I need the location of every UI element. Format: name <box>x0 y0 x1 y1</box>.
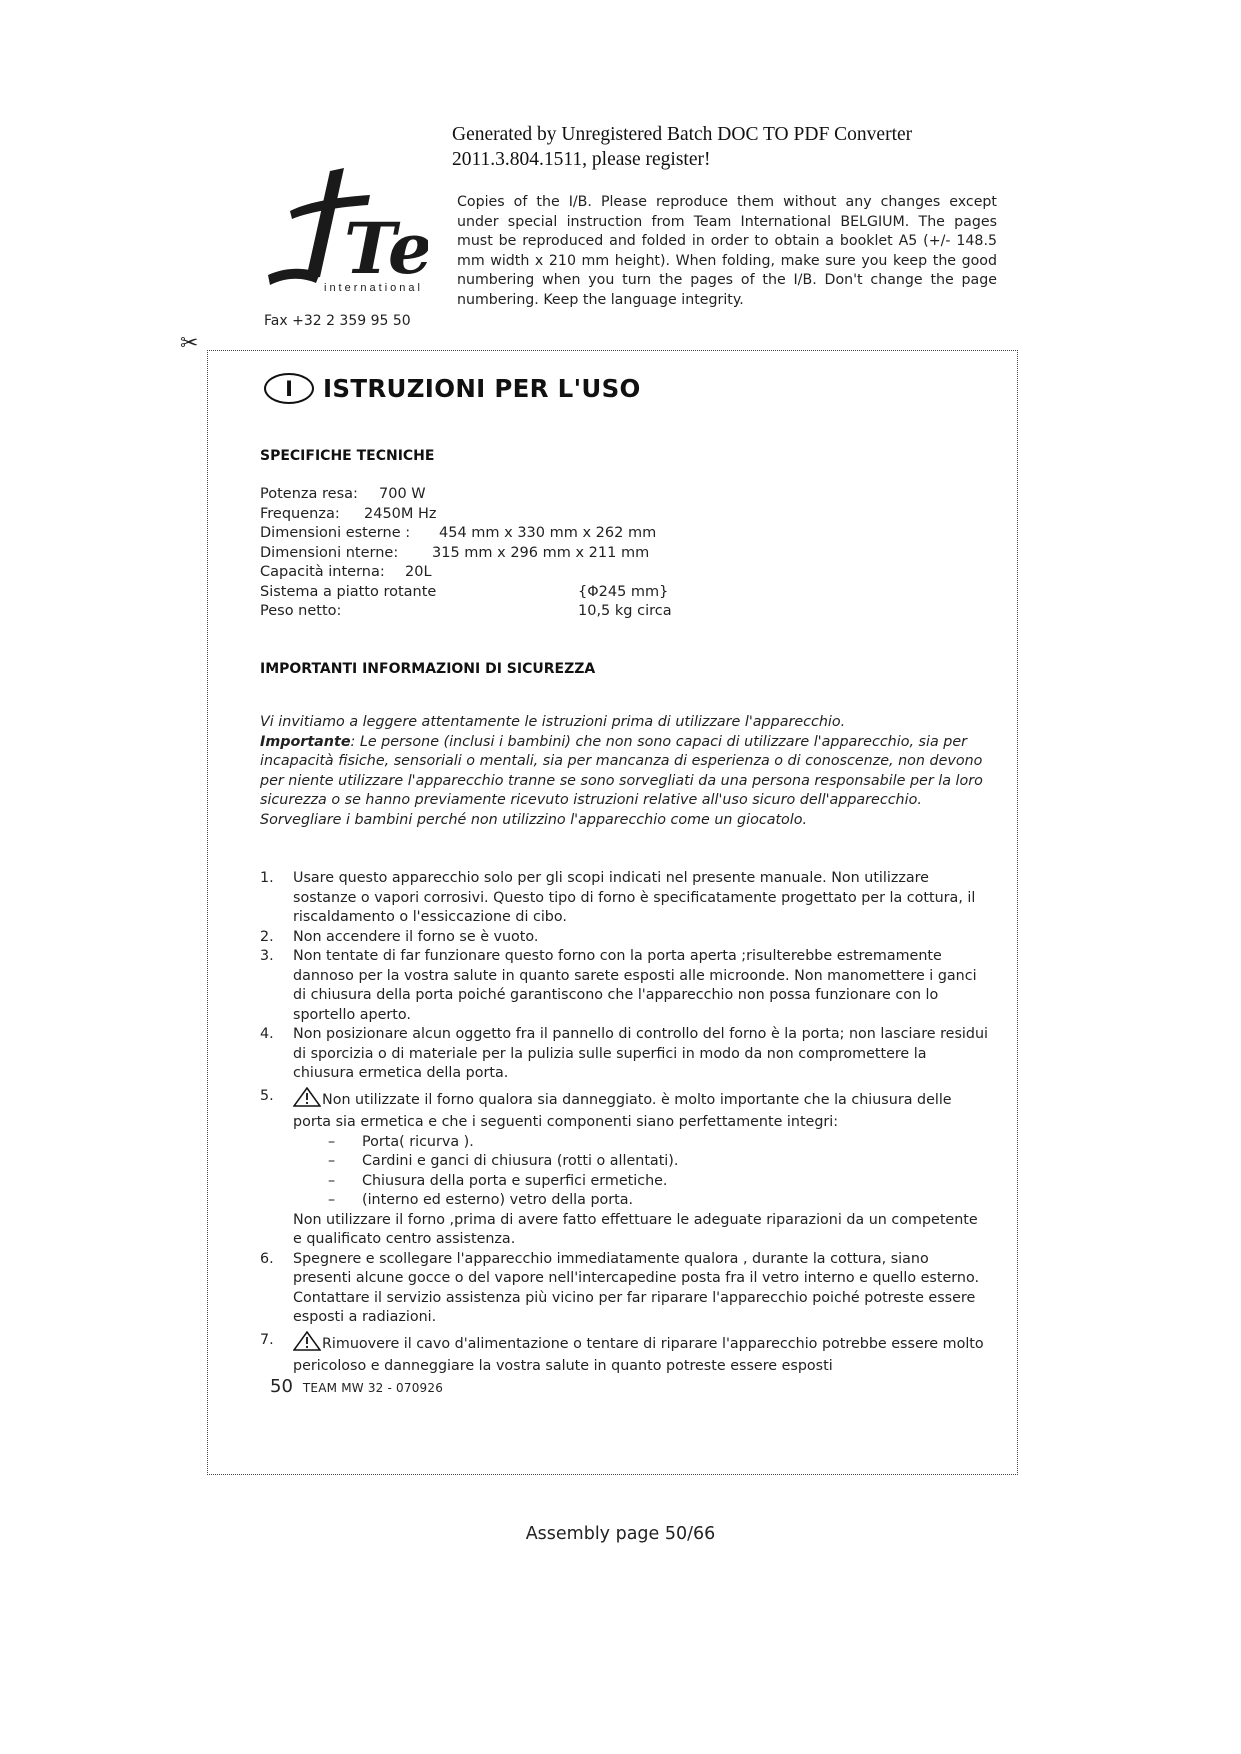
specs-table <box>260 485 780 622</box>
list-item <box>260 928 990 948</box>
spec-value: 10,5 kg circa <box>578 603 672 619</box>
sub-item <box>293 1191 990 1211</box>
spec-value: 20L <box>405 564 432 580</box>
item-body <box>293 1087 990 1250</box>
spec-label: Sistema a piatto rotante <box>260 583 437 600</box>
spec-value: 315 mm x 296 mm x 211 mm <box>432 544 650 561</box>
watermark-line-1: Generated by Unregistered Batch DOC TO PDF Converter <box>452 124 913 145</box>
item-number: 1. <box>260 870 274 886</box>
spec-row <box>260 583 780 603</box>
converter-watermark <box>452 122 972 172</box>
item-number: 3. <box>260 948 274 964</box>
title-text: ISTRUZIONI PER L'USO <box>323 374 641 403</box>
spec-row <box>260 602 780 622</box>
sub-dash: – <box>328 1192 336 1208</box>
item-text: Rimuovere il cavo d'alimentazione o tentare di riparare l'apparecchio potrebbe essere molto pericoloso e danneggiare la vostra salute in quanto potreste essere esposti <box>293 1335 984 1374</box>
spec-label: Dimensioni nterne: <box>260 544 399 561</box>
scissors-icon: ✂ <box>180 331 199 356</box>
spec-label: Peso netto: <box>260 603 342 619</box>
sub-text: (interno ed esterno) vetro della porta. <box>362 1192 634 1208</box>
list-item <box>260 1250 990 1328</box>
fax-number: Fax +32 2 359 95 50 <box>264 313 411 329</box>
list-item <box>260 869 990 928</box>
sub-dash: – <box>328 1153 336 1169</box>
item-text: Spegnere e scollegare l'apparecchio immediatamente qualora , durante la cottura, siano presenti alcune gocce o del vapore nell'intercapedine posta fra il vetro interno e quello esterno. Contattare il servizio assistenza più vicino per far riparare l'apparecchio poiché potreste essere esposti a radiazioni. <box>293 1250 980 1325</box>
item-number: 5. <box>260 1087 274 1104</box>
item-text-continued: Non utilizzare il forno ,prima di avere fatto effettuare le adeguate riparazioni da un competente e qualificato centro assistenza. <box>293 1211 978 1247</box>
list-item <box>260 1025 990 1084</box>
important-text: : Le persone (inclusi i bambini) che non sono capaci di utilizzare l'apparecchio, sia per incapacità fisiche, sensoriali o mentali, sia per mancanza di esperienza o di conoscenze, non devono per niente utilizzare l'apparecchio tranne se sono sorvegliati da una persona responsabile per la loro sicurezza o se hanno previamente ricevuto istruzioni relative all'uso sicuro dell'apparecchio. <box>260 733 983 808</box>
spec-value: 2450M Hz <box>364 505 437 522</box>
sub-text: Porta( ricurva ). <box>362 1133 474 1150</box>
item-number: 6. <box>260 1250 274 1267</box>
spec-label: Capacità interna: <box>260 564 385 580</box>
sub-dash: – <box>328 1172 336 1189</box>
specs-heading: SPECIFICHE TECNICHE <box>260 448 435 464</box>
item-text: Usare questo apparecchio solo per gli scopi indicati nel presente manuale. Non utilizzare sostanze o vapori corrosivi. Questo tipo di forno è specificatamente progettato per la cottura, il riscaldamento o l'essiccazione di cibo. <box>293 870 976 925</box>
spec-value: 700 W <box>379 486 426 502</box>
spec-value: 454 mm x 330 mm x 262 mm <box>439 525 657 541</box>
intro-paragraph: Vi invitiamo a leggere attentamente le istruzioni prima di utilizzare l'apparecchio. <box>260 714 846 730</box>
spec-value: {Φ245 mm} <box>578 583 669 600</box>
model-code: TEAM MW 32 - 070926 <box>302 1381 444 1395</box>
sub-item <box>293 1172 990 1192</box>
spec-label: Dimensioni esterne : <box>260 525 411 541</box>
sub-item <box>293 1152 990 1172</box>
list-item <box>260 1331 990 1377</box>
language-badge: I <box>264 373 314 404</box>
logo-text: Te <box>344 207 428 290</box>
reproduction-notice: Copies of the I/B. Please reproduce them without any changes except under special instruction from Team International BELGIUM. The pages must be reproduced and folded in order to obtain a booklet A5 (+/- 148.5 mm width x 210 mm height). When folding, make sure you keep the good numbering when you turn the pages of the I/B. Don't change the page numbering. Keep the language integrity. <box>457 194 997 308</box>
spec-row <box>260 505 780 525</box>
logo-subtext: international <box>324 282 423 294</box>
safety-intro <box>260 713 990 830</box>
item-number: 2. <box>260 928 274 945</box>
warning-triangle-icon <box>293 1087 321 1114</box>
important-paragraph <box>260 733 990 811</box>
item-body <box>293 1331 990 1377</box>
list-item <box>260 947 990 1025</box>
spec-row <box>260 485 780 505</box>
item-text: Non tentate di far funzionare questo forno con la porta aperta ;risulterebbe estremamente dannoso per la vostra salute in quanto sarete esposti alle microonde. Non manomettere i ganci di chiusura della porta poiché garantiscono che l'apparecchio non possa funzionare con lo sportello aperto. <box>293 948 977 1023</box>
item-text: Non utilizzate il forno qualora sia danneggiato. è molto importante che la chiusura delle porta sia ermetica e che i seguenti componenti siano perfettamente integri: <box>293 1091 952 1130</box>
important-label: Importante <box>260 733 351 750</box>
team-logo <box>260 165 428 305</box>
page-footer <box>270 1376 443 1397</box>
page-number: 50 <box>270 1376 293 1397</box>
item-text: Non posizionare alcun oggetto fra il pannello di controllo del forno è la porta; non lasciare residui di sporcizia o di materiale per la pulizia sulle superfici in modo da non compromettere la chiusura ermetica della porta. <box>293 1026 988 1081</box>
safety-list <box>260 869 990 1377</box>
spec-row <box>260 544 780 564</box>
sub-text: Cardini e ganci di chiusura (rotti o allentati). <box>362 1153 679 1169</box>
item-number: 4. <box>260 1026 274 1042</box>
item-number: 7. <box>260 1331 274 1348</box>
spec-row <box>260 563 780 583</box>
sub-dash: – <box>328 1133 336 1150</box>
item-text: Non accendere il forno se è vuoto. <box>293 928 539 945</box>
safety-heading: IMPORTANTI INFORMAZIONI DI SICUREZZA <box>260 661 596 677</box>
warning-triangle-icon <box>293 1331 321 1358</box>
sub-text: Chiusura della porta e superfici ermetiche. <box>362 1172 668 1189</box>
assembly-page-label: Assembly page 50/66 <box>525 1524 716 1544</box>
spec-label: Frequenza: <box>260 505 340 522</box>
watermark-line-2: 2011.3.804.1511, please register! <box>452 149 711 170</box>
children-warning: Sorvegliare i bambini perché non utilizzino l'apparecchio come un giocatolo. <box>260 811 808 828</box>
sub-item <box>293 1133 990 1153</box>
list-item <box>260 1087 990 1250</box>
spec-label: Potenza resa: <box>260 486 358 502</box>
spec-row <box>260 524 780 544</box>
page-title <box>264 373 641 404</box>
